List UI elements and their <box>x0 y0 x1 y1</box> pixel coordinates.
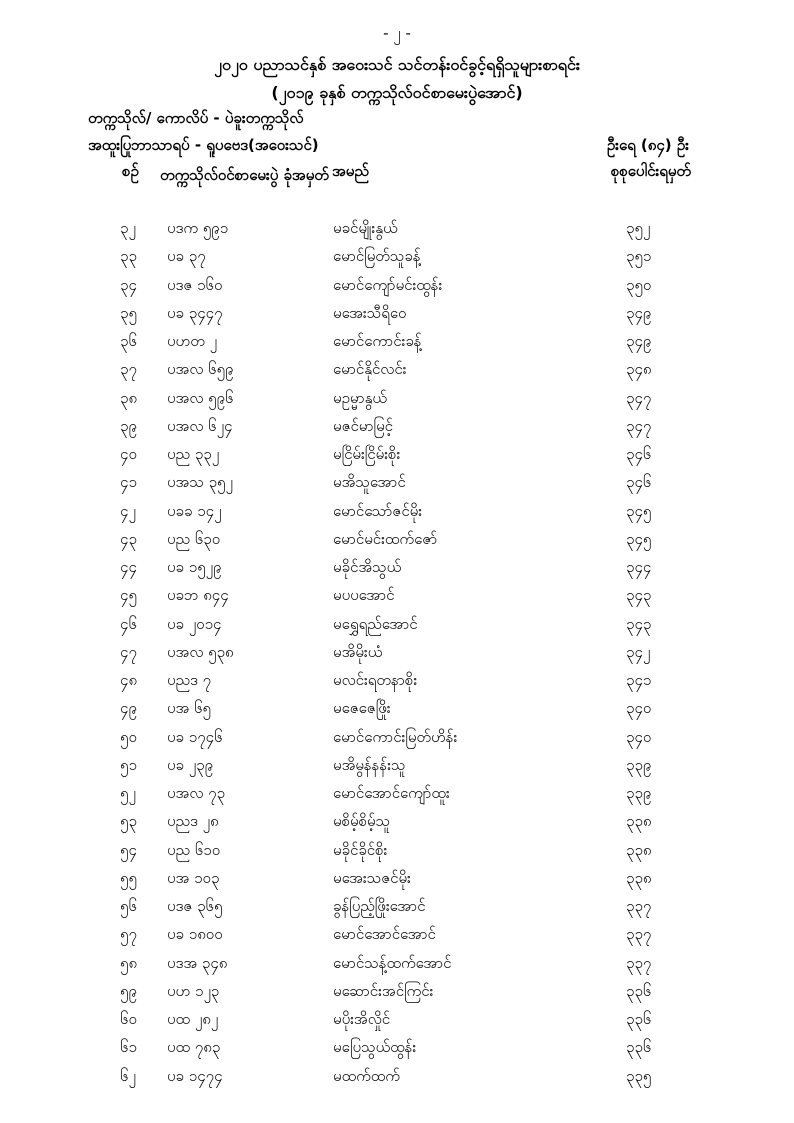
student-name: မအိသူအောင် <box>333 473 406 492</box>
total-marks: ၃၄၈ <box>626 360 652 379</box>
total-marks: ၃၄၆ <box>626 445 652 463</box>
total-marks: ၃၃၆ <box>626 981 652 1000</box>
total-marks: ၃၄၀ <box>626 699 652 718</box>
total-marks: ၃၄၉ <box>626 332 652 350</box>
roll-number: ပခ ၁၇၄၆ <box>167 727 223 746</box>
row-number: ၄၂ <box>120 501 136 520</box>
table-row <box>0 526 794 554</box>
total-marks: ၃၅၁ <box>626 247 652 266</box>
row-number: ၄၀ <box>120 445 137 463</box>
table-row <box>0 921 794 949</box>
roll-number: ပခ ၁၄၇၄ <box>167 1066 223 1085</box>
roll-number: ပခခ ၁၄၂ <box>167 501 222 520</box>
column-header-name: အမည် <box>332 162 369 180</box>
total-marks: ၃၄၉ <box>626 303 652 322</box>
column-header-marks: စုစုပေါင်းရမှတ် <box>610 162 691 180</box>
table-row <box>0 328 794 356</box>
table-row <box>0 780 794 808</box>
row-number: ၃၃ <box>120 247 137 266</box>
roll-number: ပခ ၁၅၂၉ <box>167 558 222 576</box>
row-number: ၄၈ <box>120 671 138 689</box>
table-row <box>0 554 794 582</box>
table-row <box>0 243 794 271</box>
row-number: ၄၉ <box>120 699 137 718</box>
student-name: မလင်းရတနာစိုး <box>333 671 418 689</box>
table-row <box>0 950 794 978</box>
table-row <box>0 837 794 865</box>
table-row <box>0 582 794 610</box>
total-marks: ၃၄၅ <box>626 501 652 520</box>
total-marks: ၃၃၅ <box>626 1066 652 1085</box>
table-row <box>0 695 794 723</box>
student-name: ခွန်ပြည့်ဖြိုးအောင် <box>333 897 426 915</box>
student-name: မောင်ကောင်းခန့် <box>333 332 422 350</box>
row-number: ၃၄ <box>120 275 137 294</box>
roll-number: ပည ၃၃၂ <box>167 445 220 463</box>
student-name: မခိုင်ခိုင်စိုး <box>333 840 388 859</box>
roll-number: ပခ ၁၈၀၀ <box>167 925 223 944</box>
student-name: မအေးသီရိဝေ <box>333 303 407 322</box>
row-number: ၅၇ <box>120 925 137 944</box>
table-row <box>0 385 794 413</box>
student-name: မအိမွန်နန်းသူ <box>333 755 406 774</box>
student-name: မအိမိုးယံ <box>333 642 383 661</box>
table-row <box>0 469 794 497</box>
student-name: မောင်မြတ်သူခန့် <box>333 247 421 266</box>
student-name: မောင်သန့်ထက်အောင် <box>333 953 452 972</box>
row-number: ၆၁ <box>120 1038 137 1057</box>
total-marks: ၃၃၆ <box>626 1038 652 1057</box>
total-marks: ၃၃၈ <box>626 868 652 887</box>
student-name: မောင်အောင်အောင် <box>333 925 436 944</box>
table-row <box>0 300 794 328</box>
student-name: မပပအောင် <box>333 586 395 605</box>
roll-number: ပအ ၁၀၃ <box>167 868 220 887</box>
table-row <box>0 413 794 441</box>
university-line: တက္ကသိုလ်/ ကောလိပ် - ပဲခူးတက္ကသိုလ် <box>88 109 304 127</box>
roll-number: ပအလ ၆၂၄ <box>167 416 233 435</box>
student-name: မဇေဇေဖြိုး <box>333 699 391 718</box>
table-row <box>0 893 794 921</box>
row-number: ၃၈ <box>120 388 138 407</box>
major-line: အထူးပြုဘာသာရပ် - ရူပဗေဒ(အဝေးသင်) <box>88 136 319 154</box>
student-name: မခင်မျိုးနွယ် <box>333 219 398 237</box>
total-marks: ၃၃၇ <box>626 897 652 915</box>
student-name: မောင်ကောင်းမြတ်ဟိန်း <box>333 727 458 746</box>
student-name: မောင်သော်ဇင်မိုး <box>333 501 423 520</box>
table-row <box>0 272 794 300</box>
row-number: ၅၃ <box>120 812 137 831</box>
roll-number: ပည ၆၃၀ <box>167 529 221 548</box>
total-marks: ၃၄၅ <box>626 529 652 548</box>
row-number: ၄၆ <box>120 614 137 633</box>
total-marks: ၃၅၂ <box>626 219 651 237</box>
student-name: မငြိမ်းငြိမ်းစိုး <box>333 445 401 463</box>
row-number: ၄၃ <box>120 529 137 548</box>
table-row <box>0 498 794 526</box>
total-marks: ၃၄၃ <box>626 614 652 633</box>
row-number: ၃၂ <box>120 219 136 237</box>
roll-number: ပဒက ၅၉၁ <box>167 219 229 237</box>
row-number: ၅၁ <box>120 755 137 774</box>
row-number: ၄၁ <box>120 473 137 492</box>
row-number: ၄၇ <box>120 642 137 661</box>
row-number: ၅၆ <box>120 897 137 915</box>
table-row <box>0 441 794 469</box>
student-name: မောင်အောင်ကျော်ထူး <box>333 784 450 802</box>
total-marks: ၃၄၃ <box>626 586 652 605</box>
row-number: ၄၄ <box>120 558 137 576</box>
roll-number: ပအလ ၇၃ <box>167 784 226 802</box>
row-number: ၅၈ <box>120 953 138 972</box>
row-number: ၅၄ <box>120 840 137 859</box>
student-name: မစိမ့်စိမ့်သူ <box>333 812 391 831</box>
total-marks: ၃၅၀ <box>626 275 652 294</box>
row-number: ၃၆ <box>120 332 137 350</box>
row-number: ၅၀ <box>120 727 137 746</box>
roll-number: ပခ ၂၀၁၄ <box>167 614 222 633</box>
student-name: မောင်နိုင်လင်း <box>333 360 407 379</box>
student-name: မဇင်မာမြင့် <box>333 416 393 435</box>
row-number: ၃၉ <box>120 416 137 435</box>
column-header-roll: တက္ကသိုလ်ဝင်စာမေးပွဲ ခုံအမှတ် <box>160 166 329 184</box>
roll-number: ပခ ၃၇ <box>167 247 206 266</box>
roll-number: ပခဘ ၈၄၄ <box>167 586 229 605</box>
table-row <box>0 1034 794 1062</box>
student-name: မအေးသဇင်မိုး <box>333 868 411 887</box>
table-row <box>0 808 794 836</box>
page-number: - ၂ - <box>383 24 411 42</box>
student-name: မောင်မင်းထက်ဇော် <box>333 529 438 548</box>
roll-number: ပဒဇ ၃၆၅ <box>167 897 223 915</box>
results-table <box>0 215 794 1091</box>
roll-number: ပအလ ၅၃၈ <box>167 642 234 661</box>
roll-number: ပဒအ ၃၄၈ <box>167 953 228 972</box>
total-marks: ၃၄၁ <box>626 671 652 689</box>
total-marks: ၃၃၈ <box>626 840 652 859</box>
row-number: ၆၀ <box>120 1010 137 1028</box>
total-marks: ၃၄၇ <box>626 388 652 407</box>
total-marks: ၃၃၇ <box>626 953 652 972</box>
student-name: မပြေသွယ်ထွန်း <box>333 1038 417 1057</box>
document-title: ၂၀၂၀ ပညာသင်နှစ် အဝေးသင် သင်တန်းဝင်ခွင့်ရရှိသူများစာရင်း <box>214 55 580 74</box>
roll-number: ပထ ၂၈၂ <box>167 1010 219 1028</box>
student-name: မထက်ထက် <box>333 1066 400 1085</box>
total-marks: ၃၄၆ <box>626 473 652 492</box>
total-marks: ၃၄၄ <box>626 558 652 576</box>
table-row <box>0 978 794 1006</box>
roll-number: ပဒဇ ၁၆၀ <box>167 275 223 294</box>
row-number: ၅၅ <box>120 868 137 887</box>
total-marks: ၃၄၇ <box>626 416 652 435</box>
table-row <box>0 1006 794 1034</box>
table-row <box>0 667 794 695</box>
roll-number: ပဟတ ၂ <box>167 332 217 350</box>
table-row <box>0 724 794 752</box>
table-row <box>0 356 794 384</box>
table-row <box>0 611 794 639</box>
document-subtitle: (၂၀၁၉ ခုနှစ် တက္ကသိုလ်ဝင်စာမေးပွဲအောင်) <box>271 83 523 102</box>
table-row <box>0 865 794 893</box>
table-row <box>0 1063 794 1091</box>
roll-number: ပညဒ ၇ <box>167 671 212 689</box>
row-number: ၃၅ <box>120 303 137 322</box>
student-name: မပိုးအိလှိုင် <box>333 1010 391 1028</box>
roll-number: ပညဒ ၂၈ <box>167 812 219 831</box>
total-count: ဦးရေ (၈၄) ဦး <box>606 136 689 154</box>
row-number: ၆၂ <box>120 1066 136 1085</box>
roll-number: ပအလ ၆၅၉ <box>167 360 234 379</box>
student-name: မခိုင်အိသွယ် <box>333 558 402 576</box>
total-marks: ၃၃၇ <box>626 925 652 944</box>
total-marks: ၃၄၂ <box>626 642 651 661</box>
roll-number: ပအ ၆၅ <box>167 699 211 718</box>
total-marks: ၃၃၈ <box>626 812 652 831</box>
table-row <box>0 215 794 243</box>
total-marks: ၃၄၀ <box>626 727 652 746</box>
roll-number: ပအသ ၃၅၂ <box>167 473 233 492</box>
roll-number: ပအလ ၅၉၆ <box>167 388 234 407</box>
student-name: မောင်ကျော်မင်းထွန်း <box>333 275 443 294</box>
roll-number: ပခ ၂၃၉ <box>167 755 214 774</box>
student-name: မရွှေရည်အောင် <box>333 614 418 633</box>
row-number: ၅၉ <box>120 981 137 1000</box>
row-number: ၄၅ <box>120 586 137 605</box>
row-number: ၃၇ <box>120 360 137 379</box>
roll-number: ပဟ ၁၂၃ <box>167 981 220 1000</box>
roll-number: ပထ ၇၈၃ <box>167 1038 221 1057</box>
total-marks: ၃၃၉ <box>626 784 652 802</box>
total-marks: ၃၃၆ <box>626 1010 652 1028</box>
table-row <box>0 752 794 780</box>
student-name: မဆောင်းအင်ကြင်း <box>333 981 434 1000</box>
roll-number: ပည ၆၁၀ <box>167 840 221 859</box>
row-number: ၅၂ <box>120 784 136 802</box>
column-header-no: စဉ် <box>122 162 139 180</box>
total-marks: ၃၃၉ <box>626 755 652 774</box>
student-name: မဥမ္မာနွယ် <box>333 388 387 407</box>
table-row <box>0 639 794 667</box>
roll-number: ပခ ၃၄၄၇ <box>167 303 223 322</box>
